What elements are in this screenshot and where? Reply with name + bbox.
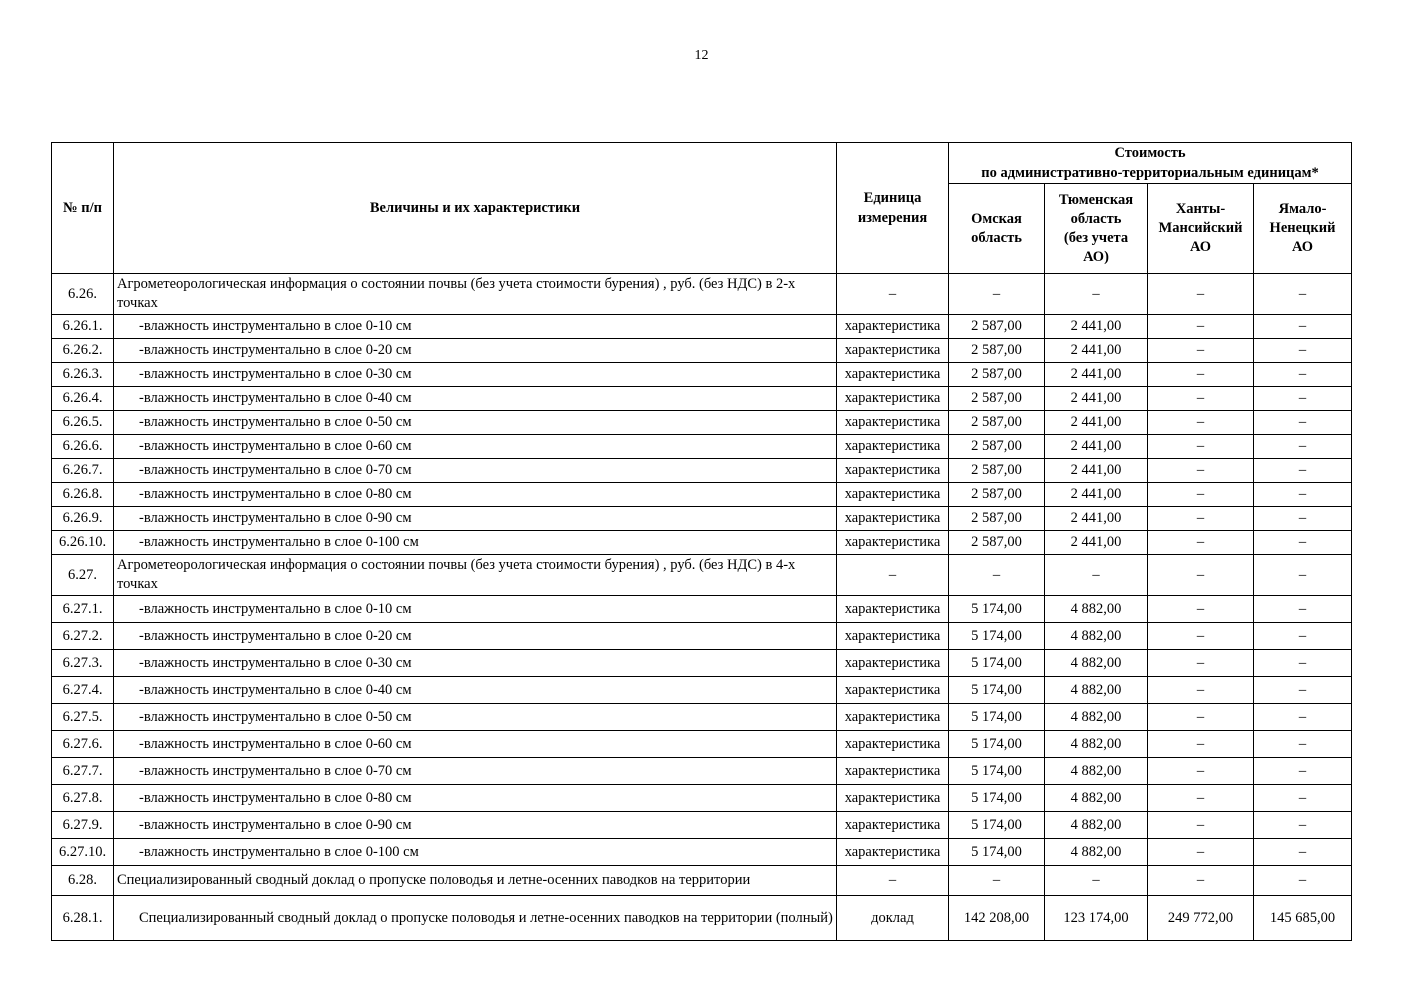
- row-value: –: [1148, 704, 1254, 731]
- row-name: -влажность инструментально в слое 0-30 см: [114, 650, 837, 677]
- table-row: [52, 839, 1352, 866]
- row-number: 6.27.7.: [52, 758, 114, 785]
- table-row: [52, 555, 1352, 596]
- row-value: 5 174,00: [949, 650, 1045, 677]
- row-value: –: [1254, 785, 1352, 812]
- row-value: –: [1148, 650, 1254, 677]
- row-value: 123 174,00: [1045, 896, 1148, 941]
- table-body: [52, 274, 1352, 941]
- row-value: –: [1254, 274, 1352, 315]
- row-name: -влажность инструментально в слое 0-90 см: [114, 812, 837, 839]
- row-value: –: [1148, 596, 1254, 623]
- row-value: –: [1148, 839, 1254, 866]
- table-row: [52, 704, 1352, 731]
- row-value: –: [1254, 555, 1352, 596]
- table-row: [52, 531, 1352, 555]
- row-unit: –: [837, 866, 949, 896]
- table-row: [52, 459, 1352, 483]
- row-unit: характеристика: [837, 459, 949, 483]
- row-name: -влажность инструментально в слое 0-60 см: [114, 731, 837, 758]
- header-unit: Единица измерения: [837, 143, 949, 274]
- row-unit: характеристика: [837, 812, 949, 839]
- row-unit: характеристика: [837, 758, 949, 785]
- row-value: –: [1254, 315, 1352, 339]
- row-name: -влажность инструментально в слое 0-20 см: [114, 623, 837, 650]
- row-value: –: [1254, 483, 1352, 507]
- row-value: 2 441,00: [1045, 435, 1148, 459]
- row-value: –: [1148, 315, 1254, 339]
- header-cost: [949, 143, 1352, 184]
- row-unit: характеристика: [837, 411, 949, 435]
- table-row: [52, 731, 1352, 758]
- row-number: 6.27.8.: [52, 785, 114, 812]
- table-row: [52, 363, 1352, 387]
- row-value: 4 882,00: [1045, 704, 1148, 731]
- row-number: 6.26.: [52, 274, 114, 315]
- table-row: [52, 812, 1352, 839]
- row-value: 2 587,00: [949, 531, 1045, 555]
- row-number: 6.26.1.: [52, 315, 114, 339]
- row-number: 6.26.3.: [52, 363, 114, 387]
- row-value: 145 685,00: [1254, 896, 1352, 941]
- row-value: –: [1148, 507, 1254, 531]
- row-unit: характеристика: [837, 623, 949, 650]
- row-value: 5 174,00: [949, 785, 1045, 812]
- row-unit: характеристика: [837, 596, 949, 623]
- row-value: 2 587,00: [949, 483, 1045, 507]
- row-value: 5 174,00: [949, 596, 1045, 623]
- price-table: [51, 142, 1352, 941]
- row-value: –: [1254, 812, 1352, 839]
- table-row: [52, 785, 1352, 812]
- row-value: –: [1148, 866, 1254, 896]
- row-unit: характеристика: [837, 507, 949, 531]
- row-value: –: [1148, 812, 1254, 839]
- row-unit: характеристика: [837, 363, 949, 387]
- row-number: 6.27.9.: [52, 812, 114, 839]
- row-name: -влажность инструментально в слое 0-40 см: [114, 387, 837, 411]
- row-value: 2 441,00: [1045, 411, 1148, 435]
- row-unit: характеристика: [837, 435, 949, 459]
- row-number: 6.28.1.: [52, 896, 114, 941]
- table-row: [52, 758, 1352, 785]
- row-value: –: [1148, 274, 1254, 315]
- row-value: 142 208,00: [949, 896, 1045, 941]
- row-value: 2 441,00: [1045, 387, 1148, 411]
- row-value: –: [1148, 339, 1254, 363]
- row-value: –: [949, 555, 1045, 596]
- row-value: –: [1254, 435, 1352, 459]
- row-name: -влажность инструментально в слое 0-70 см: [114, 758, 837, 785]
- row-name: Агрометеорологическая информация о состоянии почвы (без учета стоимости бурения) , руб. (без НДС) в 4-х точках: [114, 555, 837, 596]
- row-value: –: [1254, 507, 1352, 531]
- row-value: 2 441,00: [1045, 315, 1148, 339]
- row-value: –: [1148, 459, 1254, 483]
- row-value: –: [949, 274, 1045, 315]
- row-value: 2 441,00: [1045, 363, 1148, 387]
- row-value: 2 441,00: [1045, 531, 1148, 555]
- row-value: –: [1045, 274, 1148, 315]
- row-value: –: [1254, 387, 1352, 411]
- row-value: 5 174,00: [949, 731, 1045, 758]
- row-name: -влажность инструментально в слое 0-100 см: [114, 839, 837, 866]
- row-number: 6.27.2.: [52, 623, 114, 650]
- row-unit: характеристика: [837, 704, 949, 731]
- table-row: [52, 507, 1352, 531]
- row-value: 4 882,00: [1045, 623, 1148, 650]
- row-name: Специализированный сводный доклад о пропуске половодья и летне-осенних паводков на территории (полный): [114, 896, 837, 941]
- row-unit: характеристика: [837, 839, 949, 866]
- row-value: –: [1148, 411, 1254, 435]
- row-value: –: [1254, 677, 1352, 704]
- row-value: –: [1254, 731, 1352, 758]
- row-value: 2 587,00: [949, 363, 1045, 387]
- row-value: –: [1148, 435, 1254, 459]
- row-number: 6.26.5.: [52, 411, 114, 435]
- table-row: [52, 677, 1352, 704]
- row-value: 4 882,00: [1045, 785, 1148, 812]
- row-unit: характеристика: [837, 531, 949, 555]
- row-value: –: [1148, 555, 1254, 596]
- row-value: –: [1254, 339, 1352, 363]
- row-value: –: [1254, 866, 1352, 896]
- row-number: 6.26.4.: [52, 387, 114, 411]
- row-value: –: [1254, 363, 1352, 387]
- table-row: [52, 623, 1352, 650]
- row-value: –: [1254, 839, 1352, 866]
- row-value: –: [1148, 363, 1254, 387]
- row-value: 2 587,00: [949, 339, 1045, 363]
- row-value: 5 174,00: [949, 677, 1045, 704]
- row-value: 249 772,00: [1148, 896, 1254, 941]
- row-name: Специализированный сводный доклад о пропуске половодья и летне-осенних паводков на территории: [114, 866, 837, 896]
- row-name: -влажность инструментально в слое 0-10 см: [114, 596, 837, 623]
- row-value: –: [1148, 758, 1254, 785]
- table-row: [52, 483, 1352, 507]
- row-unit: характеристика: [837, 650, 949, 677]
- row-value: 4 882,00: [1045, 758, 1148, 785]
- row-value: –: [1045, 866, 1148, 896]
- row-name: Агрометеорологическая информация о состоянии почвы (без учета стоимости бурения) , руб. (без НДС) в 2-х точках: [114, 274, 837, 315]
- row-value: –: [1254, 623, 1352, 650]
- row-value: 5 174,00: [949, 623, 1045, 650]
- header-num: № п/п: [52, 143, 114, 274]
- row-unit: доклад: [837, 896, 949, 941]
- header-cost-subtitle: по административно-территориальным единицам*: [981, 165, 1319, 181]
- row-name: -влажность инструментально в слое 0-100 см: [114, 531, 837, 555]
- row-number: 6.27.5.: [52, 704, 114, 731]
- row-value: 5 174,00: [949, 758, 1045, 785]
- row-unit: характеристика: [837, 677, 949, 704]
- row-value: 2 441,00: [1045, 483, 1148, 507]
- row-value: 2 441,00: [1045, 459, 1148, 483]
- header-cost-title: Стоимость: [1114, 145, 1186, 161]
- row-value: –: [1254, 459, 1352, 483]
- row-number: 6.26.9.: [52, 507, 114, 531]
- row-number: 6.26.6.: [52, 435, 114, 459]
- row-unit: характеристика: [837, 387, 949, 411]
- row-value: –: [1254, 758, 1352, 785]
- row-value: 4 882,00: [1045, 812, 1148, 839]
- row-value: –: [1148, 623, 1254, 650]
- table-row: [52, 650, 1352, 677]
- row-value: –: [1148, 531, 1254, 555]
- row-name: -влажность инструментально в слое 0-30 см: [114, 363, 837, 387]
- header-region: Омская область: [949, 184, 1045, 274]
- row-name: -влажность инструментально в слое 0-20 см: [114, 339, 837, 363]
- row-value: –: [1148, 677, 1254, 704]
- table-row: [52, 411, 1352, 435]
- row-number: 6.27.10.: [52, 839, 114, 866]
- row-value: 2 587,00: [949, 411, 1045, 435]
- row-number: 6.27.1.: [52, 596, 114, 623]
- row-value: 2 587,00: [949, 507, 1045, 531]
- table-row: [52, 596, 1352, 623]
- header-region: Ямало-Ненецкий АО: [1254, 184, 1352, 274]
- row-value: 4 882,00: [1045, 650, 1148, 677]
- row-unit: характеристика: [837, 483, 949, 507]
- row-name: -влажность инструментально в слое 0-80 см: [114, 785, 837, 812]
- row-value: 2 587,00: [949, 459, 1045, 483]
- row-value: 4 882,00: [1045, 677, 1148, 704]
- header-region: Тюменская область (без учета АО): [1045, 184, 1148, 274]
- table-row: [52, 435, 1352, 459]
- table-row: [52, 315, 1352, 339]
- row-number: 6.28.: [52, 866, 114, 896]
- page-number: 12: [694, 48, 709, 63]
- row-value: –: [1148, 785, 1254, 812]
- row-unit: –: [837, 274, 949, 315]
- row-value: 2 587,00: [949, 387, 1045, 411]
- table-row: [52, 387, 1352, 411]
- row-value: 5 174,00: [949, 839, 1045, 866]
- row-unit: –: [837, 555, 949, 596]
- row-number: 6.26.7.: [52, 459, 114, 483]
- table-row: [52, 339, 1352, 363]
- row-number: 6.26.10.: [52, 531, 114, 555]
- row-number: 6.27.3.: [52, 650, 114, 677]
- row-value: –: [1254, 596, 1352, 623]
- row-value: –: [1148, 483, 1254, 507]
- row-number: 6.27.6.: [52, 731, 114, 758]
- row-name: -влажность инструментально в слое 0-80 см: [114, 483, 837, 507]
- row-name: -влажность инструментально в слое 0-90 см: [114, 507, 837, 531]
- row-name: -влажность инструментально в слое 0-40 см: [114, 677, 837, 704]
- row-value: –: [1148, 387, 1254, 411]
- row-value: 4 882,00: [1045, 596, 1148, 623]
- row-name: -влажность инструментально в слое 0-70 см: [114, 459, 837, 483]
- row-number: 6.27.: [52, 555, 114, 596]
- row-name: -влажность инструментально в слое 0-10 см: [114, 315, 837, 339]
- row-value: –: [1254, 704, 1352, 731]
- row-value: 2 441,00: [1045, 507, 1148, 531]
- table-row: [52, 896, 1352, 941]
- row-number: 6.26.8.: [52, 483, 114, 507]
- row-unit: характеристика: [837, 731, 949, 758]
- header-name: Величины и их характеристики: [114, 143, 837, 274]
- row-value: –: [1045, 555, 1148, 596]
- row-value: –: [1148, 731, 1254, 758]
- row-value: –: [949, 866, 1045, 896]
- row-number: 6.26.2.: [52, 339, 114, 363]
- row-number: 6.27.4.: [52, 677, 114, 704]
- row-value: 2 441,00: [1045, 339, 1148, 363]
- row-unit: характеристика: [837, 315, 949, 339]
- row-value: 2 587,00: [949, 315, 1045, 339]
- row-value: –: [1254, 531, 1352, 555]
- row-value: 5 174,00: [949, 704, 1045, 731]
- row-value: 4 882,00: [1045, 839, 1148, 866]
- row-unit: характеристика: [837, 339, 949, 363]
- row-name: -влажность инструментально в слое 0-50 см: [114, 704, 837, 731]
- row-value: –: [1254, 650, 1352, 677]
- table-row: [52, 274, 1352, 315]
- row-name: -влажность инструментально в слое 0-60 см: [114, 435, 837, 459]
- row-value: –: [1254, 411, 1352, 435]
- row-name: -влажность инструментально в слое 0-50 см: [114, 411, 837, 435]
- header-region: Ханты-Мансийский АО: [1148, 184, 1254, 274]
- row-value: 4 882,00: [1045, 731, 1148, 758]
- row-value: 2 587,00: [949, 435, 1045, 459]
- table-row: [52, 866, 1352, 896]
- row-value: 5 174,00: [949, 812, 1045, 839]
- row-unit: характеристика: [837, 785, 949, 812]
